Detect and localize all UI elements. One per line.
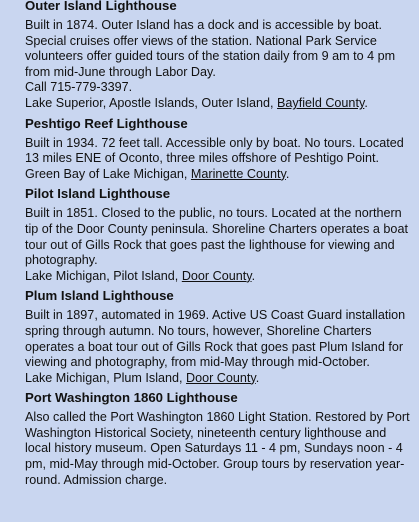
location-text: Green Bay of Lake Michigan, bbox=[25, 166, 191, 181]
location-period: . bbox=[255, 370, 260, 385]
lighthouse-entry-plum-island bbox=[25, 287, 413, 386]
lighthouse-details bbox=[25, 18, 413, 112]
location-period: . bbox=[251, 268, 256, 283]
lighthouse-details bbox=[25, 410, 413, 488]
lighthouse-title: Plum Island Lighthouse bbox=[25, 288, 174, 304]
lighthouse-description: Also called the Port Washington 1860 Light Station. Restored by Port Washington Historical Society, nineteenth century lighthouse and local history museum. Open Saturdays 11 - 4 pm, Sundays noon - 4 pm, mid-May through mid-October. Group tours by reservation year-round. Admission charge. bbox=[25, 410, 410, 487]
lighthouse-entry-outer-island bbox=[25, 0, 413, 112]
location-period: . bbox=[285, 166, 290, 181]
lighthouse-entry-peshtigo-reef bbox=[25, 115, 413, 183]
lighthouse-entry-pilot-island bbox=[25, 185, 413, 284]
lighthouse-description: Built in 1851. Closed to the public, no tours. Located at the northern tip of the Door County peninsula. Shoreline Charters operates a boat tour out of Gills Rock that goes past the lighthouse for viewing and photography. bbox=[25, 206, 408, 268]
lighthouse-location bbox=[25, 269, 413, 285]
county-link-door[interactable]: Door County bbox=[186, 370, 256, 385]
lighthouse-details bbox=[25, 206, 413, 284]
lighthouse-entry-port-washington bbox=[25, 389, 413, 488]
location-text: Lake Superior, Apostle Islands, Outer Island, bbox=[25, 95, 278, 110]
location-period: . bbox=[364, 95, 368, 110]
lighthouse-description: Built in 1874. Outer Island has a dock and is accessible by boat. Special cruises offer views of the station. National Park Service volunteers offer guided tours of the station daily from 9 am to 4 pm from mid-June through Labor Day. bbox=[25, 18, 396, 79]
location-text: Lake Michigan, Plum Island, bbox=[25, 370, 187, 385]
lighthouse-title: Peshtigo Reef Lighthouse bbox=[25, 115, 188, 131]
lighthouse-title: Port Washington 1860 Lighthouse bbox=[25, 390, 238, 406]
lighthouse-description: Built in 1897, automated in 1969. Active US Coast Guard installation spring through autumn. No tours, however, Shoreline Charters operates a boat tour out of Gills Rock that goes past Plum Island for viewing and photography, from mid-May through mid-October. bbox=[25, 308, 406, 370]
lighthouse-title: Outer Island Lighthouse bbox=[25, 0, 177, 13]
lighthouse-location bbox=[25, 167, 413, 183]
location-text: Lake Michigan, Pilot Island, bbox=[25, 268, 182, 283]
lighthouse-title: Pilot Island Lighthouse bbox=[25, 186, 171, 202]
county-link-door[interactable]: Door County bbox=[181, 268, 252, 283]
county-link-marinette[interactable]: Marinette County bbox=[190, 166, 286, 181]
lighthouse-details bbox=[25, 136, 413, 183]
lighthouse-location bbox=[25, 371, 413, 387]
lighthouse-description: Built in 1934. 72 feet tall. Accessible only by boat. No tours. Located 13 miles ENE of Oconto, three miles offshore of Peshtigo Point. bbox=[25, 135, 404, 166]
lighthouse-location bbox=[25, 96, 413, 112]
county-link-bayfield[interactable]: Bayfield County bbox=[277, 95, 365, 110]
lighthouse-details bbox=[25, 308, 413, 386]
lighthouse-phone: Call 715-779-3397. bbox=[25, 80, 133, 95]
